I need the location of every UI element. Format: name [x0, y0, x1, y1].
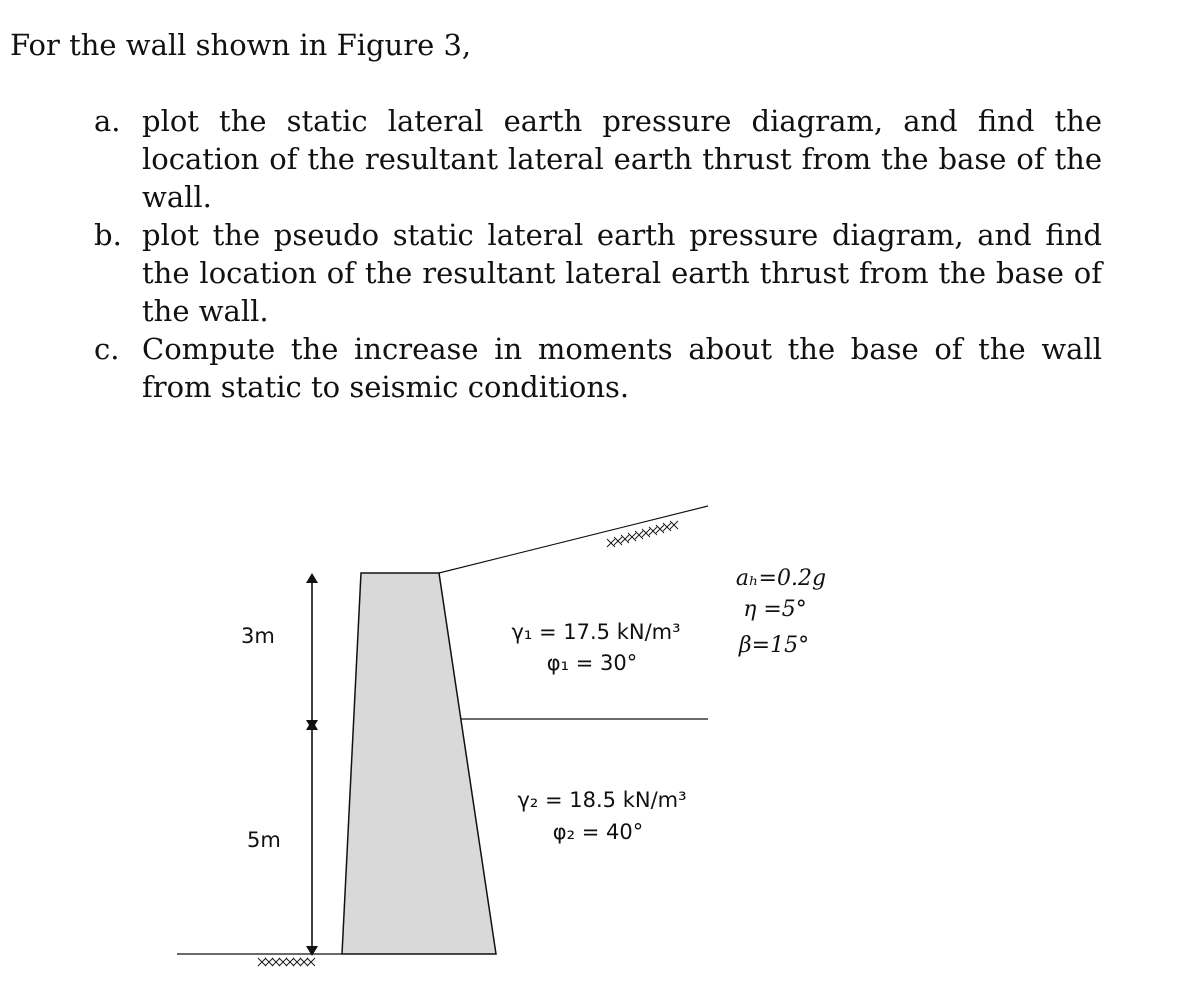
layer2-unit-weight: γ₂ = 18.5 kN/m³ — [517, 788, 687, 812]
problem-intro: For the wall shown in Figure 3, — [10, 28, 472, 62]
retaining-wall — [342, 573, 496, 954]
ground-hatch-slope — [607, 521, 678, 547]
param-beta: β=15° — [738, 633, 810, 658]
ground-hatch-base — [258, 958, 315, 966]
dimension-label-top: 3m — [241, 624, 275, 648]
task-text: Compute the increase in moments about the base of the wall from static to seismic conditions. — [142, 332, 1102, 404]
param-eta: η =5° — [743, 597, 807, 622]
task-letter: a. — [94, 104, 121, 138]
layer2-friction-angle: φ₂ = 40° — [552, 820, 644, 844]
param-horizontal-acceleration: aₕ=0.2g — [735, 566, 827, 591]
task-text: plot the static lateral earth pressure diagram, and find the location of the resultant lateral earth thrust from the base of the wall. — [142, 104, 1102, 214]
task-text: plot the pseudo static lateral earth pressure diagram, and find the location of the resultant lateral earth thrust from the base of the wall. — [142, 218, 1102, 328]
dimension-label-bottom: 5m — [247, 828, 281, 852]
task-letter: c. — [94, 332, 120, 366]
task-letter: b. — [94, 218, 122, 252]
layer1-unit-weight: γ₁ = 17.5 kN/m³ — [511, 620, 681, 644]
layer1-friction-angle: φ₁ = 30° — [546, 651, 638, 675]
backfill-slope-line — [439, 506, 708, 573]
